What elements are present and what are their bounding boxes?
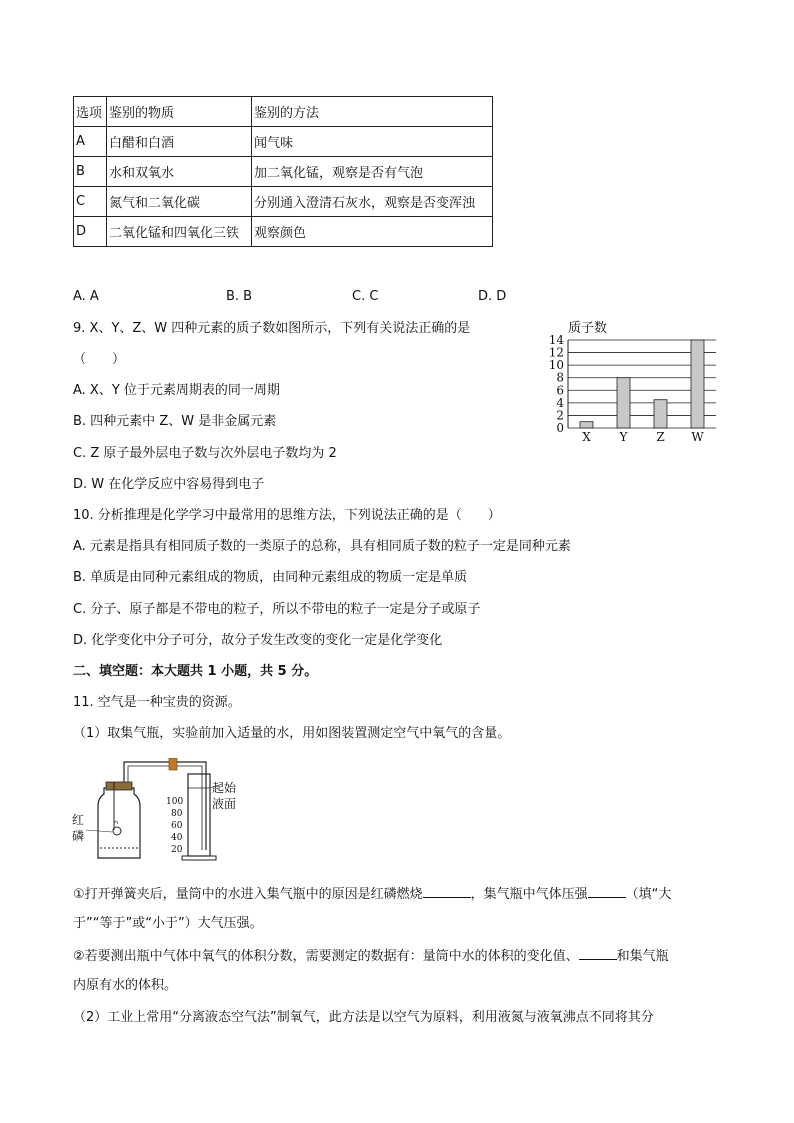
- table-header-cell: 鉴别的物质: [107, 97, 252, 127]
- bar-x: [580, 422, 593, 428]
- q8-option-d: D. D: [478, 289, 507, 304]
- bar-y: [617, 378, 630, 428]
- answer-blank[interactable]: [579, 947, 617, 960]
- chart-title: 质子数: [568, 321, 608, 336]
- table-cell: 白醋和白酒: [107, 127, 252, 157]
- stopper: [106, 782, 132, 790]
- table-row: [74, 157, 493, 187]
- q11-part2: （2）工业上常用“分离液态空气法”制氧气，此方法是以空气为原料，利用液氮与液氧沸点不同将其分: [73, 1010, 654, 1025]
- q9-option-b: B. 四种元素中 Z、W 是非金属元素: [73, 414, 277, 429]
- table-row: [74, 187, 493, 217]
- q11-text: ①打开弹簧夹后，量筒中的水进入集气瓶中的原因是红磷燃烧: [73, 887, 423, 902]
- table-cell: 闻气味: [252, 127, 493, 157]
- y-tick-label: 8: [556, 370, 564, 385]
- graduated-cylinder: [188, 774, 210, 856]
- phosphorus-label: 红: [72, 813, 85, 827]
- table-cell: C: [74, 187, 107, 217]
- q8-option-c: C. C: [352, 289, 379, 304]
- q11-text: 和集气瓶: [616, 949, 669, 964]
- q9-paren: （ ）: [73, 352, 126, 367]
- oxygen-measurement-apparatus: [70, 758, 250, 864]
- chart-y-axis: [549, 333, 565, 435]
- q8-option-b: B. B: [226, 289, 253, 304]
- q9-stem: 9. X、Y、Z、W 四种元素的质子数如图所示，下列有关说法正确的是: [73, 321, 471, 336]
- cylinder-tick: 100: [166, 797, 184, 807]
- table-header-cell: 选项: [74, 97, 107, 127]
- q11-line4: 内原有水的体积。: [73, 978, 178, 993]
- cylinder-tick: 80: [171, 809, 183, 819]
- y-tick-label: 4: [556, 395, 564, 410]
- phosphorus-label: 磷: [72, 829, 85, 843]
- q11-text: （填“大: [625, 887, 672, 902]
- x-tick-label: Y: [619, 430, 628, 444]
- q9-option-d: D. W 在化学反应中容易得到电子: [73, 477, 265, 492]
- x-tick-label: X: [582, 430, 591, 444]
- table-cell: 氮气和二氧化碳: [107, 187, 252, 217]
- cylinder-tick: 40: [171, 833, 183, 843]
- identification-table: [73, 96, 493, 247]
- y-tick-label: 12: [548, 345, 564, 360]
- y-tick-label: 14: [548, 333, 564, 347]
- q11-text: ，集气瓶中气体压强: [470, 887, 588, 902]
- q11-stem: 11. 空气是一种宝贵的资源。: [73, 695, 241, 710]
- answer-blank[interactable]: [588, 885, 626, 898]
- level-label: 液面: [212, 797, 237, 811]
- table-cell: B: [74, 157, 107, 187]
- cylinder-tick: 20: [171, 845, 183, 855]
- table-cell: 水和双氧水: [107, 157, 252, 187]
- bar-z: [654, 400, 667, 428]
- level-label: 起始: [212, 781, 237, 795]
- cylinder-tick: 60: [171, 821, 183, 831]
- y-tick-label: 10: [548, 358, 564, 373]
- phosphorus-pointer: [86, 830, 112, 832]
- q11-line3: [73, 947, 669, 965]
- table-header-cell: 鉴别的方法: [252, 97, 493, 127]
- x-tick-label: W: [691, 430, 704, 444]
- table-row: [74, 127, 493, 157]
- y-tick-label: 0: [556, 421, 564, 435]
- connecting-tube: [124, 762, 206, 850]
- chart-x-axis: [582, 430, 704, 444]
- spring-clamp: [169, 758, 177, 770]
- chart-bars: [580, 340, 704, 428]
- q10-option-a: A. 元素是指具有相同质子数的一类原子的总称，具有相同质子数的粒子一定是同种元素: [73, 539, 571, 554]
- q10-option-d: D. 化学变化中分子可分，故分子发生改变的变化一定是化学变化: [73, 633, 443, 648]
- q8-option-a: A. A: [73, 289, 99, 304]
- table-cell: 观察颜色: [252, 217, 493, 247]
- table-row: [74, 217, 493, 247]
- q11-text: ②若要测出瓶中气体中氧气的体积分数，需要测定的数据有：量筒中水的体积的变化值、: [73, 949, 579, 964]
- q10-stem: 10. 分析推理是化学学习中最常用的思维方法，下列说法正确的是（ ）: [73, 508, 501, 523]
- flame: [114, 821, 118, 824]
- q9-option-a: A. X、Y 位于元素周期表的同一周期: [73, 383, 280, 398]
- table-cell: 二氧化锰和四氧化三铁: [107, 217, 252, 247]
- table-cell: D: [74, 217, 107, 247]
- answer-blank[interactable]: [423, 885, 471, 898]
- q10-option-b: B. 单质是由同种元素组成的物质，由同种元素组成的物质一定是单质: [73, 570, 468, 585]
- table-cell: A: [74, 127, 107, 157]
- phosphorus: [113, 827, 121, 835]
- table-cell: 分别通入澄清石灰水，观察是否变浑浊: [252, 187, 493, 217]
- y-tick-label: 2: [556, 408, 564, 423]
- section-heading: 二、填空题：本大题共 1 小题，共 5 分。: [73, 664, 318, 679]
- q11-line2: 于”“等于”或“小于”）大气压强。: [73, 916, 263, 931]
- connecting-tube-inner: [128, 766, 202, 850]
- table-header-row: [74, 97, 493, 127]
- q11-part1: （1）取集气瓶，实验前加入适量的水，用如图装置测定空气中氧气的含量。: [73, 726, 511, 741]
- table-cell: 加二氧化锰，观察是否有气泡: [252, 157, 493, 187]
- x-tick-label: Z: [656, 430, 665, 444]
- q9-option-c: C. Z 原子最外层电子数与次外层电子数均为 2: [73, 446, 337, 461]
- proton-number-chart: [540, 316, 725, 444]
- q11-line1: [73, 885, 671, 903]
- q10-option-c: C. 分子、原子都是不带电的粒子，所以不带电的粒子一定是分子或原子: [73, 602, 481, 617]
- bar-w: [691, 340, 704, 428]
- y-tick-label: 6: [556, 383, 564, 398]
